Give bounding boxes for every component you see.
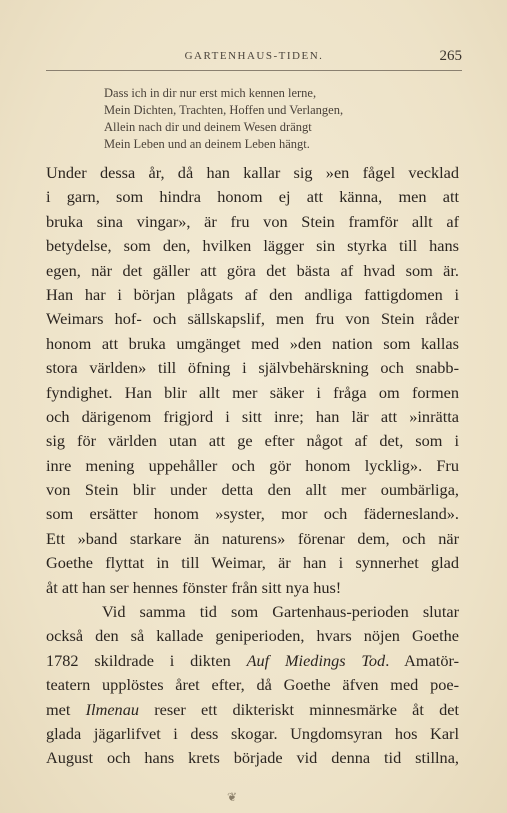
running-head: GARTENHAUS-TIDEN. bbox=[184, 50, 324, 62]
poem-line: Mein Leben und an deinem Leben hängt. bbox=[104, 137, 310, 151]
page-number: 265 bbox=[439, 48, 462, 64]
text-line: inre mening uppehåller och gör honom lycklig». Fru bbox=[46, 455, 459, 475]
text-line: åt att han ser hennes fönster från sitt nya hus! bbox=[46, 577, 342, 597]
text-line: också den så kallade geniperioden, hvars nöjen Goethe bbox=[46, 626, 459, 646]
ornament-icon: ❦ bbox=[227, 790, 238, 804]
text-line: stora världen» till öfning i självbehärskning och snabb- bbox=[46, 358, 459, 378]
text-line: Han har i början plågats af den andliga fattigdomen i bbox=[46, 284, 459, 304]
work-title: Auf Miedings Tod bbox=[246, 650, 386, 670]
text-line: von Stein blir under detta den allt mer oumbärliga, bbox=[46, 480, 459, 500]
text-line: som ersätter honom »syster, mor och fädernesland». bbox=[46, 504, 459, 524]
text-line: bruka sina vingar», är fru von Stein framför allt af bbox=[46, 211, 459, 231]
text-line: Under dessa år, då han kallar sig »en fågel vecklad bbox=[46, 163, 459, 182]
poem-line: Dass ich in dir nur erst mich kennen lerne, bbox=[104, 86, 317, 100]
text-line: fyndighet. Han blir allt mer säker i fråga om formen bbox=[46, 382, 459, 402]
text-line: betydelse, som den, hvilken lägger sin styrka till hans bbox=[46, 236, 459, 256]
page-header bbox=[46, 48, 462, 68]
text-line: Weimars hof- och sällskapslif, men fru von Stein råder bbox=[46, 309, 459, 329]
text-line: glada jägarlifvet i dess skogar. Ungdomsyran hos Karl bbox=[46, 723, 459, 743]
text-line: honom att bruka umgänget med »den nation som kallas bbox=[46, 333, 459, 353]
text-line: August och hans krets började vid denna tid stillna, bbox=[46, 748, 459, 768]
poem-line: Allein nach dir und deinem Wesen drängt bbox=[104, 120, 312, 134]
text-line: Goethe flyttat in till Weimar, är han i synnerhet glad bbox=[46, 553, 459, 573]
poem-quote bbox=[104, 85, 343, 153]
text-line: sig för världen utan att ge efter något af det, som i bbox=[46, 431, 459, 451]
text-line: och därigenom frigjord i sitt inre; han lär att »inrätta bbox=[46, 406, 459, 426]
poem-line: Mein Dichten, Trachten, Hoffen und Verlangen, bbox=[104, 103, 344, 117]
text-line: met Ilmenau reser ett dikteriskt minnesmärke åt det bbox=[46, 699, 459, 719]
text-line: i garn, som hindra honom ej att känna, men att bbox=[46, 187, 459, 207]
text-line: teatern upplöstes året efter, då Goethe äfven med poe- bbox=[46, 675, 459, 695]
text-line: 1782 skildrade i dikten Auf Miedings Tod. Amatör- bbox=[46, 650, 459, 670]
work-title: Ilmenau bbox=[85, 699, 139, 719]
body-text bbox=[46, 161, 459, 771]
text-line: egen, när det gäller att göra det bästa af hvad som är. bbox=[46, 260, 459, 280]
text-line: Ett »band starkare än naturens» förenar dem, och när bbox=[46, 528, 459, 548]
header-rule bbox=[46, 70, 462, 71]
text-line: Vid samma tid som Gartenhaus-perioden slutar bbox=[46, 602, 459, 622]
